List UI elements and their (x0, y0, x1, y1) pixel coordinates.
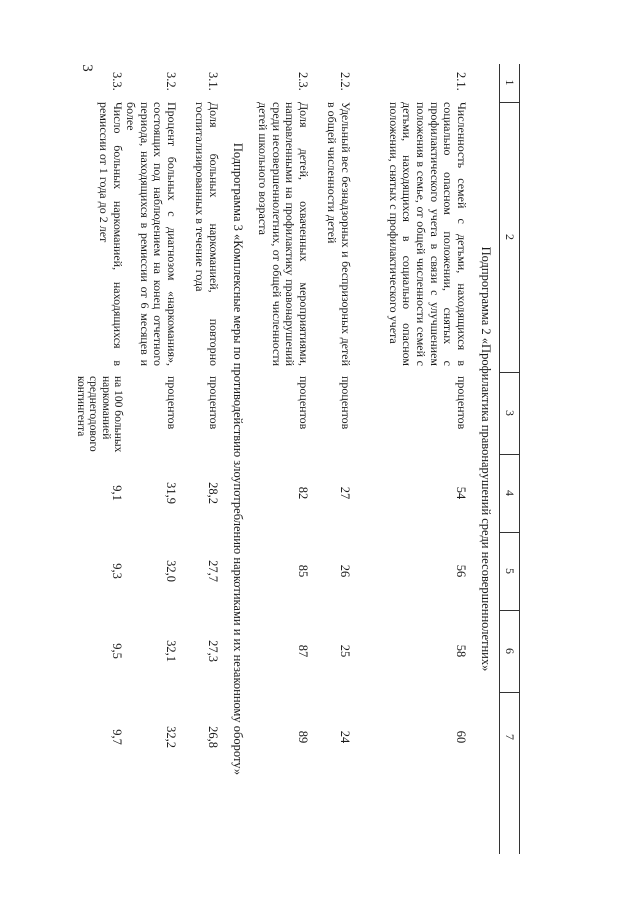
table-row (74, 64, 168, 854)
table-row (256, 64, 314, 854)
col-header-3: 3 (503, 410, 517, 416)
section-title: Подпрограмма 3 «Комплексные меры по противодействию злоупотреблению наркотиками и их незаконному обороту» (231, 142, 245, 776)
value-col-4: 9,1 (110, 485, 124, 501)
indicator-name: Численность семей с детьми, находящихся в социально опасном положении, снятых с профилактического учета в связи с улучшением положения в семье, от общей численности семей с детьми, находящихся в социально опасном положении, снятых с профилактического учета (386, 102, 469, 366)
table-row (360, 64, 472, 854)
value-col-6: 32,1 (164, 640, 178, 662)
value-col-6: 87 (296, 644, 310, 658)
indicator-name: Удельный вес безнадзорных и беспризорных детей в общей численности детей (325, 102, 353, 366)
col-header-4: 4 (503, 490, 517, 496)
value-col-4: 54 (454, 486, 468, 500)
page-number: 3 (79, 64, 95, 72)
indicator-name: Число больных наркоманией, находящихся в ремиссии от 1 года до 2 лет (97, 102, 125, 366)
col-header-6: 6 (503, 648, 517, 654)
table-row (320, 64, 356, 854)
col-divider (500, 372, 520, 373)
row-number: 3.3. (110, 72, 124, 91)
indicators-table (74, 64, 520, 854)
col-divider (500, 102, 520, 103)
value-col-7: 60 (454, 730, 468, 744)
value-col-4: 82 (296, 486, 310, 500)
value-col-4: 28,2 (206, 482, 220, 504)
col-header-7: 7 (503, 734, 517, 740)
value-col-5: 27,7 (206, 560, 220, 582)
value-col-4: 27 (338, 486, 352, 500)
value-col-7: 89 (296, 730, 310, 744)
unit: на 100 больных наркоманией среднегодового контингента (74, 376, 124, 453)
col-header-1: 1 (503, 79, 517, 86)
value-col-6: 27,3 (206, 640, 220, 662)
row-number: 3.2. (164, 72, 178, 91)
value-col-7: 24 (338, 730, 352, 744)
value-col-5: 32,0 (164, 560, 178, 582)
table-row (186, 64, 224, 854)
col-divider (500, 532, 520, 533)
value-col-7: 32,2 (164, 726, 178, 748)
row-number: 2.2. (338, 72, 352, 91)
col-divider (500, 454, 520, 455)
col-divider (500, 610, 520, 611)
unit: процентов (339, 376, 353, 430)
value-col-5: 85 (296, 564, 310, 578)
unit: процентов (165, 376, 179, 430)
unit: процентов (297, 376, 311, 430)
indicator-name: Доля больных наркоманией, повторно госпитализированных в течение года (193, 102, 221, 366)
value-col-5: 9,3 (110, 563, 124, 579)
row-number: 2.1. (454, 72, 468, 91)
value-col-5: 56 (454, 564, 468, 578)
unit: процентов (455, 376, 469, 430)
value-col-6: 58 (454, 644, 468, 658)
row-number: 3.1. (206, 72, 220, 91)
table-header-row (499, 64, 520, 854)
row-number: 2.3. (296, 72, 310, 91)
value-col-5: 26 (338, 564, 352, 578)
value-col-7: 26,8 (206, 726, 220, 748)
value-col-6: 25 (338, 644, 352, 658)
section-title: Подпрограмма 2 «Профилактика правонарушений среди несовершеннолетних» (479, 246, 493, 672)
indicator-name: Доля детей, охваченных мероприятиями, направленными на профилактику правонарушений среди несовершеннолетних, от общей численности детей школьного возраста (255, 102, 311, 366)
col-header-5: 5 (503, 568, 517, 574)
col-header-2: 2 (503, 234, 517, 240)
col-divider (500, 692, 520, 693)
value-col-4: 31,9 (164, 482, 178, 504)
indicator-name: Процент больных с диагнозом «наркомания», состоящих под наблюдением на конец отчетного периода, находящихся в ремиссии от 6 месяцев и более (123, 102, 179, 366)
value-col-7: 9,7 (110, 729, 124, 745)
unit: процентов (207, 376, 221, 430)
value-col-6: 9,5 (110, 643, 124, 659)
